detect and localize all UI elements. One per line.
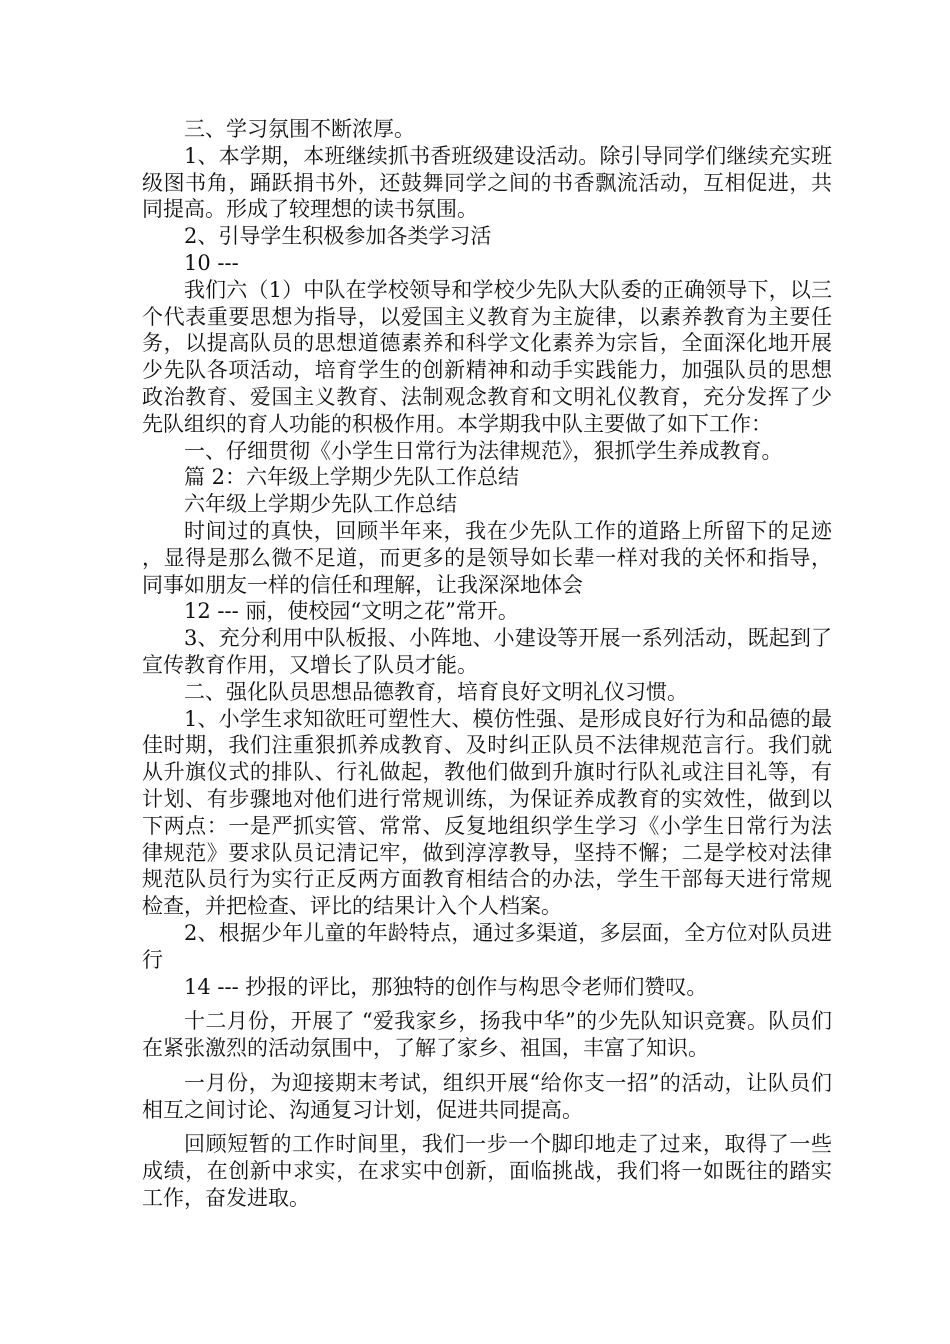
- paragraph-reading-activity: 1、本学期，本班继续抓书香班级建设活动。除引导同学们继续充实班级图书角，踊跃捐书外，还鼓舞同学之间的书香飘流活动，互相促进，共同提高。形成了较理想的读书氛围。: [142, 143, 832, 222]
- paragraph-january-activity: 一月份，为迎接期末考试，组织开展“给你支一招”的活动，让队员们相互之间讨论、沟通复习计划，促进共同提高。: [142, 1070, 832, 1122]
- article-title: 篇 2：六年级上学期少先队工作总结: [184, 465, 520, 490]
- page-marker-10: 10 ---: [184, 250, 239, 275]
- paragraph-squad-intro: 我们六（1）中队在学校领导和学校少先队大队委的正确领导下，以三个代表重要思想为指导，以爱国主义教育为主旋律，以素养教育为主要任务，以提高队员的思想道德素养和科学文化素养为宗旨，全面深化地开展少先队各项活动，培育学生的创新精神和动手实践能力，加强队员的思想政治教育、爱国主义教育、法制观念教育和文明礼仪教育，充分发挥了少先队组织的育人功能的积极作用。本学期我中队主要做了如下工作：: [142, 277, 832, 436]
- section-heading-2: 二、强化队员思想品德教育，培育良好文明礼仪习惯。: [184, 679, 688, 704]
- paragraph-habit-education: 1、小学生求知欲旺可塑性大、模仿性强、是形成良好行为和品德的最佳时期，我们注重狠抓养成教育、及时纠正队员不法律规范言行。我们就从升旗仪式的排队、行礼做起，教他们做到升旗时行队礼或注目礼等，有计划、有步骤地对他们进行常规训练，为保证养成教育的实效性，做到以下两点：一是严抓实管、常常、反复地组织学生学习《小学生日常行为法律规范》要求队员记清记牢，做到淳淳教导，坚持不懈；二是学校对法律规范队员行为实行正反两方面教育相结合的办法，学生干部每天进行常规检查，并把检查、评比的结果计入个人档案。: [142, 706, 832, 919]
- paragraph-december-contest: 十二月份，开展了 “爱我家乡，扬我中华”的少先队知识竞赛。队员们在紧张激烈的活动氛围中，了解了家乡、祖国，丰富了知识。: [142, 1009, 832, 1061]
- page-marker-14: 14 --- 抄报的评比，那独特的创作与构思令老师们赞叹。: [184, 974, 708, 999]
- paragraph-age-characteristics: 2、根据少年儿童的年龄特点，通过多渠道，多层面，全方位对队员进行: [142, 920, 832, 972]
- page-marker-12: 12 --- 丽，使校园“文明之花”常开。: [184, 599, 519, 624]
- paragraph-half-year-review: 时间过的真快，回顾半年来，我在少先队工作的道路上所留下的足迹，显得是那么微不足道，而更多的是领导如长辈一样对我的关怀和指导，同事如朋友一样的信任和理解，让我深深地体会: [142, 518, 832, 597]
- document-body: [142, 116, 832, 1212]
- paragraph-conclusion: 回顾短暂的工作时间里，我们一步一个脚印地走了过来，取得了一些成绩，在创新中求实，在求实中创新，面临挑战，我们将一如既往的踏实工作，奋发进取。: [142, 1132, 832, 1211]
- section-heading-3: 三、学习氛围不断浓厚。: [184, 117, 415, 141]
- section-heading-1: 一、仔细贯彻《小学生日常行为法律规范》，狠抓学生养成教育。: [184, 438, 783, 463]
- paragraph-blackboard-activities: 3、充分利用中队板报、小阵地、小建设等开展一系列活动，既起到了宣传教育作用，又增长了队员才能。: [142, 626, 832, 677]
- article-subtitle: 六年级上学期少先队工作总结: [184, 492, 457, 517]
- paragraph-learning-activity: 2、引导学生积极参加各类学习活: [184, 224, 492, 249]
